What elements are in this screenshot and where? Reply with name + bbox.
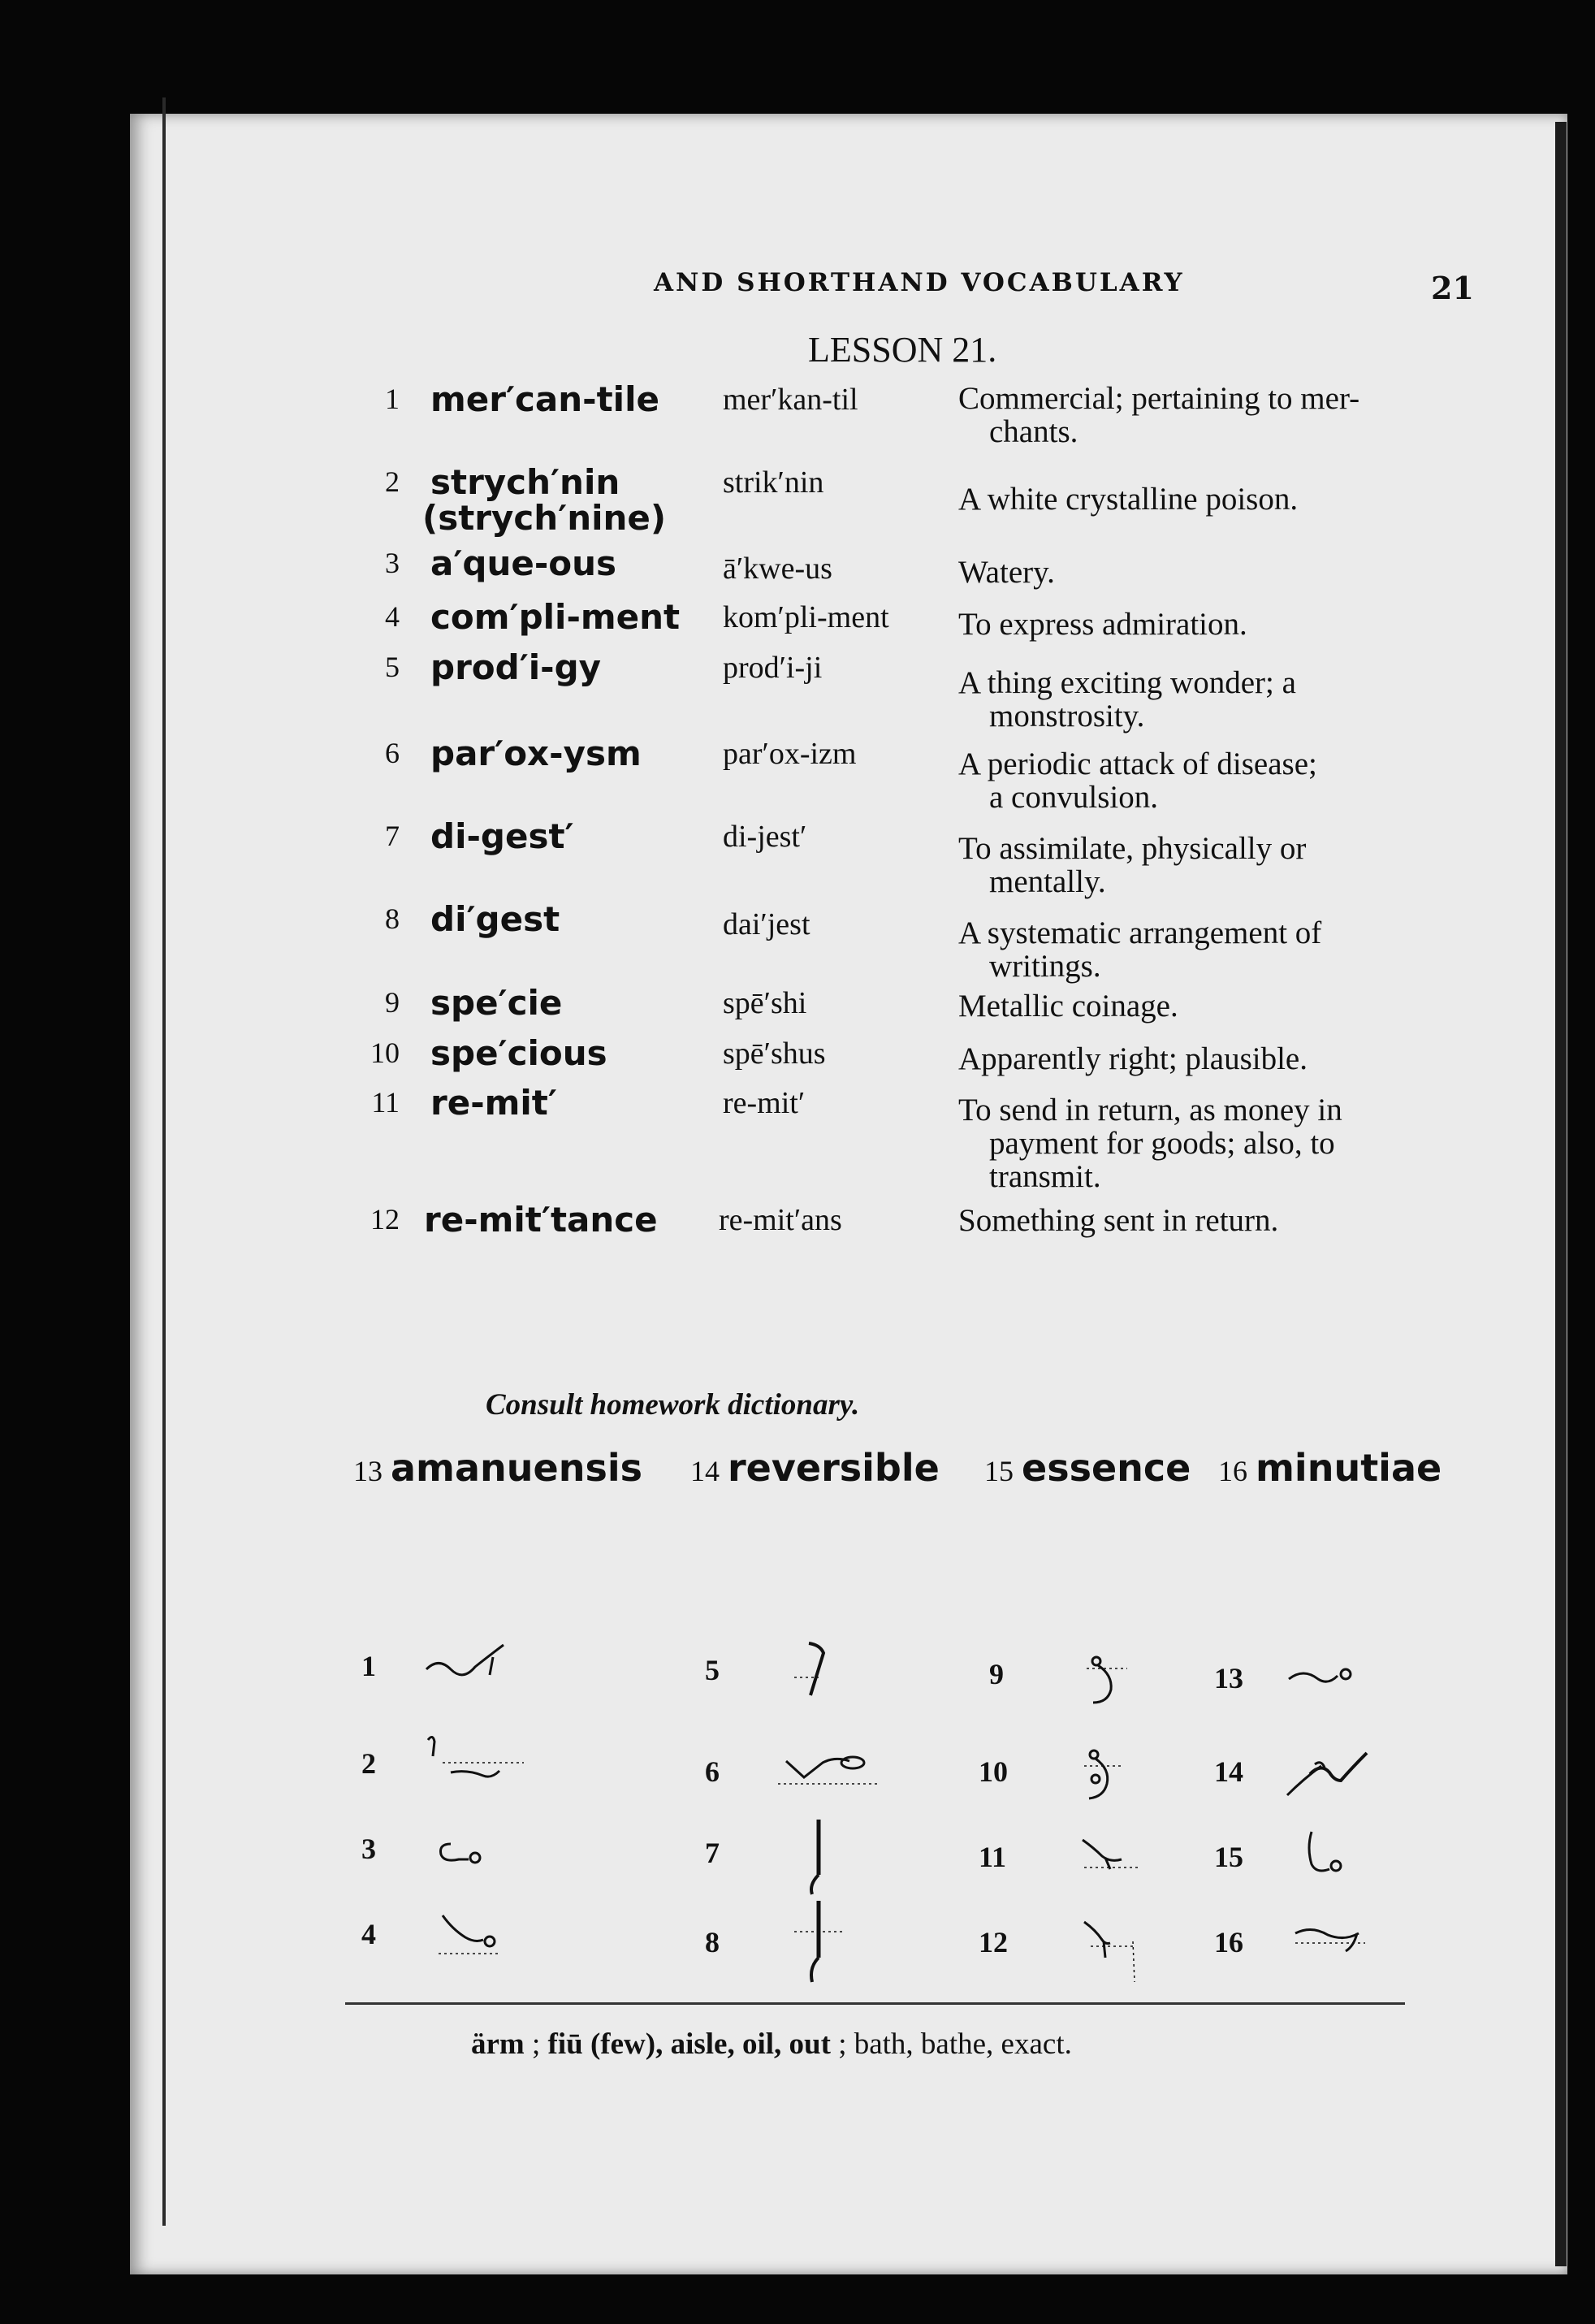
extra-word-text: amanuensis	[391, 1446, 642, 1490]
entry-definition: Apparently right; plausible.	[958, 1041, 1308, 1076]
shorthand-stroke-icon	[762, 1901, 875, 1998]
definition-line: monstrosity.	[989, 699, 1145, 734]
running-title: AND SHORTHAND VOCABULARY	[654, 268, 1185, 297]
definition-line: To send in return, as money in	[958, 1093, 1342, 1127]
entry-word: a′que-ous	[430, 543, 617, 583]
entry-definition: To express admiration.	[958, 607, 1247, 642]
extra-word	[1218, 1446, 1442, 1490]
entry-number: 1	[385, 383, 400, 415]
key-separator: ;	[524, 2028, 548, 2061]
entry-word: spe′cie	[430, 983, 563, 1023]
shorthand-stroke-icon	[1271, 1730, 1409, 1820]
entry-definition	[958, 747, 1462, 814]
shorthand-stroke-icon	[1035, 1730, 1149, 1828]
entry-word: com′pli-ment	[430, 597, 681, 637]
shorthand-stroke-icon	[1035, 1901, 1165, 1990]
entry-pronunciation: mer′kan-til	[723, 383, 858, 417]
definition-line: chants.	[989, 414, 1078, 449]
outline-number: 14	[1214, 1755, 1243, 1788]
entry-word: mer′can-tile	[430, 379, 659, 419]
outline-number: 10	[979, 1755, 1008, 1788]
entry-number: 10	[370, 1036, 400, 1069]
shorthand-stroke-icon	[418, 1722, 548, 1795]
extra-word-number: 14	[690, 1455, 720, 1487]
definition-line: transmit.	[989, 1159, 1101, 1194]
page-edge	[1555, 122, 1567, 2266]
entry-pronunciation: re-mit′	[723, 1086, 806, 1120]
shorthand-stroke-icon	[1271, 1815, 1385, 1897]
entry-pronunciation: prod′i-ji	[723, 651, 823, 685]
shorthand-outline	[1214, 1832, 1523, 1905]
entry-number: 9	[385, 986, 400, 1019]
shorthand-outline	[361, 1909, 670, 1982]
lesson-title: LESSON 21.	[808, 330, 997, 370]
shorthand-outline	[1214, 1746, 1523, 1820]
definition-line: A periodic attack of disease;	[958, 747, 1317, 781]
shorthand-outline	[705, 1645, 1014, 1718]
consult-note: Consult homework dictionary.	[486, 1388, 860, 1422]
outline-number: 12	[979, 1926, 1008, 1958]
extra-word-number: 15	[984, 1455, 1014, 1487]
entry-number: 3	[385, 547, 400, 579]
extra-word-number: 13	[353, 1455, 383, 1487]
entry-definition	[958, 382, 1462, 448]
outline-number: 9	[989, 1658, 1004, 1690]
definition-line: To assimilate, physically or	[958, 831, 1307, 866]
shorthand-stroke-icon	[418, 1893, 548, 1966]
outline-number: 15	[1214, 1841, 1243, 1873]
shorthand-outline	[361, 1824, 670, 1897]
entry-definition	[958, 1093, 1462, 1193]
outline-number: 11	[979, 1841, 1007, 1873]
shorthand-stroke-icon	[762, 1811, 875, 1909]
shorthand-outline	[1214, 1917, 1523, 1990]
shorthand-stroke-icon	[418, 1625, 532, 1698]
shorthand-outline	[361, 1641, 670, 1714]
shorthand-stroke-icon	[1271, 1637, 1401, 1710]
key-separator: ;	[830, 2028, 854, 2061]
word-variant: (strych′nine)	[422, 498, 667, 538]
entry-number: 6	[385, 737, 400, 769]
entry-definition: Watery.	[958, 555, 1055, 590]
outline-number: 16	[1214, 1926, 1243, 1958]
entry-number: 12	[370, 1203, 400, 1236]
key-item: fiū (few),	[547, 2028, 664, 2061]
entry-definition: Metallic coinage.	[958, 989, 1178, 1024]
outline-number: 1	[361, 1650, 376, 1682]
key-item: aisle,	[663, 2028, 735, 2061]
shorthand-stroke-icon	[1271, 1901, 1409, 1982]
extra-word-text: reversible	[728, 1446, 940, 1490]
definition-line: Commercial; pertaining to mer-	[958, 381, 1360, 416]
shorthand-stroke-icon	[762, 1730, 908, 1803]
entry-definition	[958, 666, 1462, 733]
entry-word: di-gest′	[430, 816, 574, 856]
definition-line: a convulsion.	[989, 780, 1158, 815]
entry-pronunciation: re-mit′ans	[719, 1203, 842, 1237]
shorthand-outline	[705, 1746, 1014, 1820]
footer-rule	[345, 2002, 1405, 2005]
outline-number: 3	[361, 1833, 376, 1865]
shorthand-outline	[1214, 1653, 1523, 1726]
shorthand-outline	[705, 1917, 1014, 1990]
entry-word: par′ox-ysm	[430, 734, 642, 773]
outline-number: 13	[1214, 1662, 1243, 1694]
outline-number: 7	[705, 1837, 720, 1869]
entry-pronunciation: spē′shi	[723, 986, 807, 1020]
key-item: bath, bathe, exact.	[854, 2028, 1072, 2061]
extra-word	[353, 1446, 642, 1490]
entry-pronunciation: dai′jest	[723, 907, 810, 941]
entry-number: 8	[385, 902, 400, 935]
key-item: ärm	[471, 2028, 525, 2061]
entry-word: spe′cious	[430, 1033, 607, 1073]
definition-line: payment for goods; also, to	[989, 1126, 1335, 1161]
entry-pronunciation: par′ox-izm	[723, 737, 857, 771]
entry-word: re-mit′tance	[424, 1200, 658, 1240]
entry-definition: Something sent in return.	[958, 1203, 1279, 1238]
page-gutter-line	[162, 97, 166, 2226]
shorthand-stroke-icon	[418, 1807, 532, 1880]
entry-pronunciation: spē′shus	[723, 1036, 826, 1071]
entry-pronunciation: kom′pli-ment	[723, 600, 889, 634]
pronunciation-key	[471, 2027, 1072, 2062]
entry-definition	[958, 916, 1462, 983]
shorthand-stroke-icon	[1046, 1633, 1160, 1730]
definition-line: writings.	[989, 949, 1101, 984]
shorthand-stroke-icon	[762, 1629, 875, 1718]
extra-word-number: 16	[1218, 1455, 1247, 1487]
entry-word: re-mit′	[430, 1083, 557, 1123]
definition-line: A systematic arrangement of	[958, 915, 1322, 950]
entry-word: di′gest	[430, 899, 560, 939]
extra-word-text: minutiae	[1256, 1446, 1442, 1490]
shorthand-outline	[361, 1738, 670, 1811]
entry-pronunciation: di-jest′	[723, 820, 807, 854]
entry-number: 5	[385, 651, 400, 683]
key-item: oil,	[734, 2028, 782, 2061]
page-number: 21	[1431, 270, 1474, 306]
key-item: out	[781, 2028, 831, 2061]
entry-number: 2	[385, 465, 400, 498]
entry-pronunciation: ā′kwe-us	[723, 552, 832, 586]
extra-word	[690, 1446, 940, 1490]
outline-number: 5	[705, 1654, 720, 1686]
shorthand-stroke-icon	[1035, 1815, 1165, 1897]
entry-definition: A white crystalline poison.	[958, 482, 1299, 517]
definition-line: A thing exciting wonder; a	[958, 665, 1296, 700]
definition-line: mentally.	[989, 864, 1106, 899]
entry-word: prod′i-gy	[430, 647, 602, 687]
word-main: strych′nin	[430, 462, 620, 502]
outline-number: 2	[361, 1747, 376, 1780]
entry-pronunciation: strik′nin	[723, 465, 824, 500]
outline-number: 6	[705, 1755, 720, 1788]
entry-number: 11	[371, 1086, 400, 1119]
outline-number: 4	[361, 1918, 376, 1950]
extra-word-text: essence	[1022, 1446, 1191, 1490]
entry-number: 7	[385, 820, 400, 852]
outline-number: 8	[705, 1926, 720, 1958]
entry-number: 4	[385, 600, 400, 633]
entry-word	[422, 462, 667, 538]
entry-definition	[958, 832, 1462, 898]
extra-word	[984, 1446, 1191, 1490]
shorthand-outline	[705, 1828, 1014, 1901]
